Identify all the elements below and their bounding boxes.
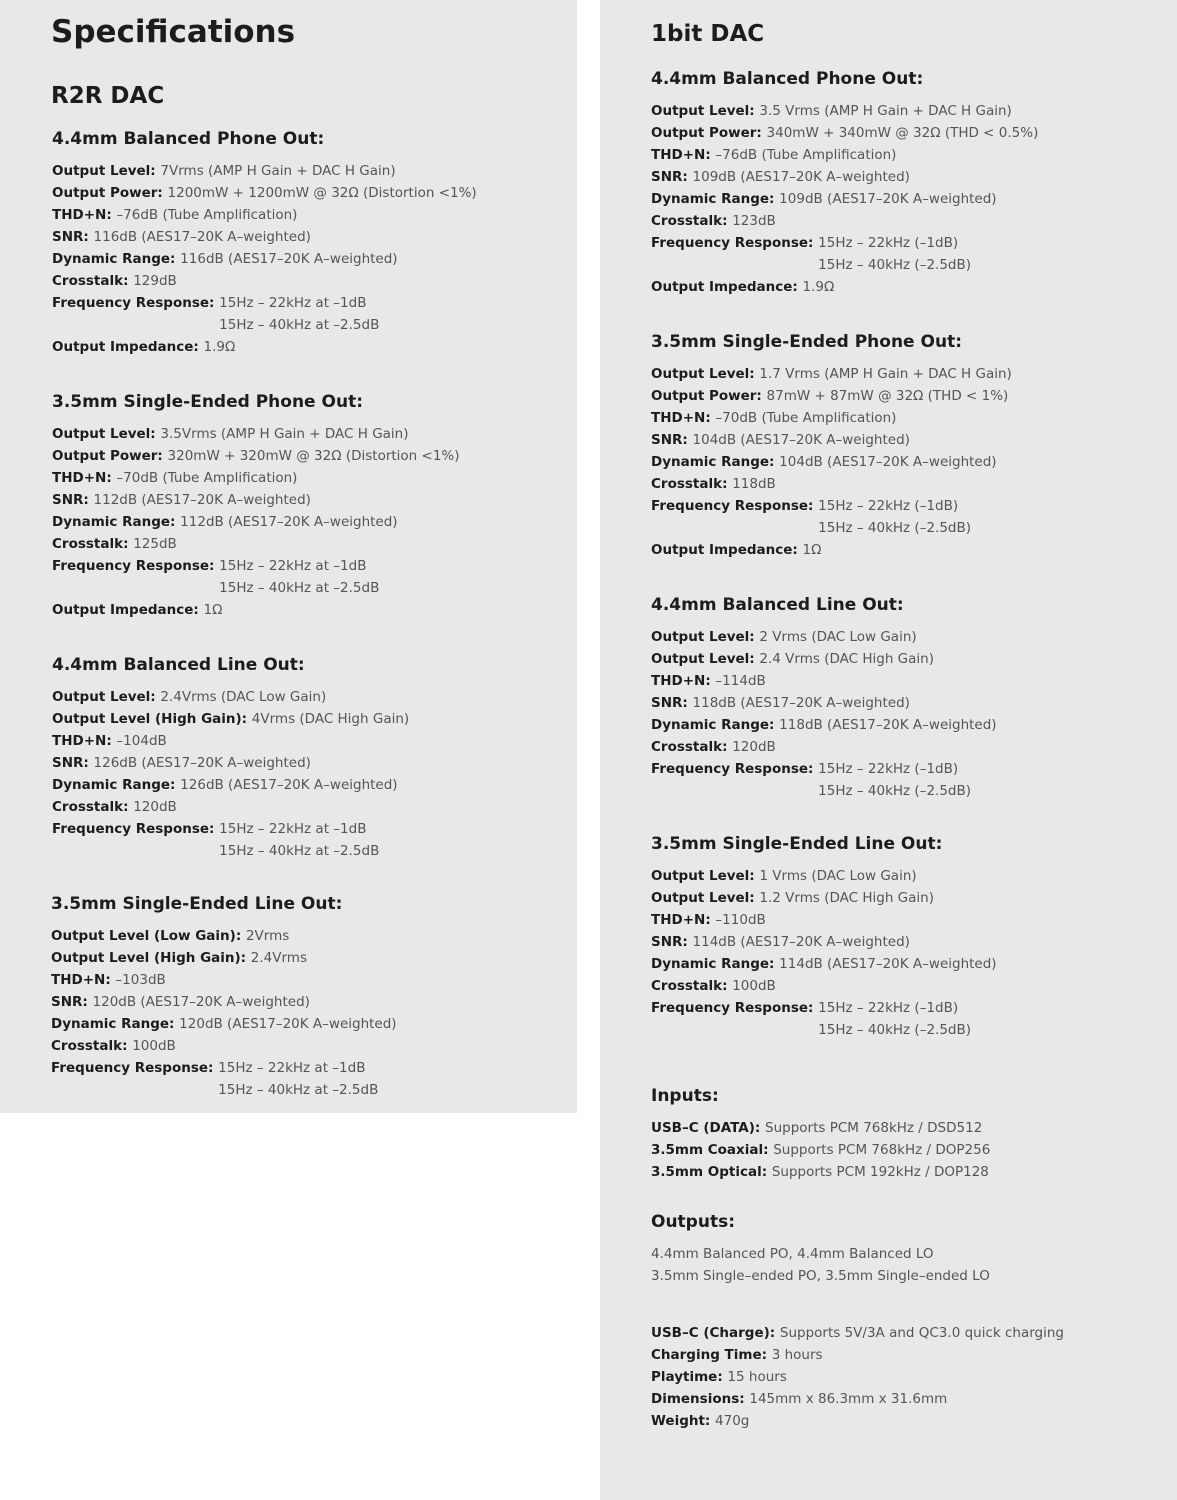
section-title: 3.5mm Single-Ended Line Out: <box>51 894 343 914</box>
spec-row <box>651 1265 1171 1287</box>
spec-value: 15Hz – 22kHz (–1dB) <box>818 761 959 777</box>
spec-label: Output Power: <box>651 388 767 404</box>
spec-value: 15Hz – 22kHz (–1dB) <box>818 235 959 251</box>
spec-row <box>52 270 572 292</box>
spec-value: 15Hz – 22kHz at –1dB <box>218 1060 366 1076</box>
spec-value: 4Vrms (DAC High Gain) <box>251 711 410 727</box>
spec-row <box>651 254 1171 276</box>
spec-value: –70dB (Tube Amplification) <box>715 410 897 426</box>
spec-row <box>51 991 571 1013</box>
spec-label: THD+N: <box>651 673 716 689</box>
spec-label: Crosstalk: <box>52 273 134 289</box>
spec-value: 3.5Vrms (AMP H Gain + DAC H Gain) <box>160 426 409 442</box>
spec-row <box>52 774 572 796</box>
spec-row <box>51 1035 571 1057</box>
spec-row <box>52 160 572 182</box>
spec-row <box>651 626 1171 648</box>
spec-row <box>52 555 572 577</box>
spec-row <box>651 385 1171 407</box>
spec-label: Dynamic Range: <box>52 251 181 267</box>
right-section-5 <box>651 1211 1171 1287</box>
spec-label: Frequency Response: <box>52 295 220 311</box>
spec-label: Frequency Response: <box>651 761 819 777</box>
spec-value: 120dB <box>133 799 177 815</box>
spec-value: –76dB (Tube Amplification) <box>116 207 298 223</box>
spec-row <box>651 232 1171 254</box>
left-section-2 <box>52 654 572 862</box>
spec-row <box>51 947 571 969</box>
spec-row <box>651 144 1171 166</box>
spec-row <box>651 975 1171 997</box>
spec-row <box>52 840 572 862</box>
spec-row <box>52 686 572 708</box>
spec-label: THD+N: <box>651 410 716 426</box>
spec-label: SNR: <box>651 432 693 448</box>
spec-value: 120dB (AES17–20K A–weighted) <box>92 994 310 1010</box>
spec-value: 120dB (AES17–20K A–weighted) <box>179 1016 397 1032</box>
page-title: Specifications <box>51 14 296 50</box>
spec-value: 100dB <box>732 978 776 994</box>
spec-row <box>52 248 572 270</box>
spec-value: 15Hz – 22kHz at –1dB <box>219 295 367 311</box>
section-title: 3.5mm Single-Ended Phone Out: <box>52 392 363 412</box>
spec-label: Crosstalk: <box>651 476 733 492</box>
spec-value: 15Hz – 40kHz at –2.5dB <box>218 1082 379 1098</box>
section-title: Inputs: <box>651 1086 719 1106</box>
spec-row <box>651 997 1171 1019</box>
spec-label: THD+N: <box>651 147 716 163</box>
spec-label: Frequency Response: <box>52 558 220 574</box>
spec-row <box>651 931 1171 953</box>
spec-row <box>51 925 571 947</box>
spec-row <box>651 1243 1171 1265</box>
spec-label: Dynamic Range: <box>51 1016 180 1032</box>
spec-row <box>651 692 1171 714</box>
spec-label: SNR: <box>52 492 94 508</box>
spec-row <box>651 1344 1171 1366</box>
section-title: 4.4mm Balanced Line Out: <box>52 655 305 675</box>
spec-value: 15Hz – 40kHz (–2.5dB) <box>818 1022 972 1038</box>
spec-value: 1Ω <box>802 542 822 558</box>
spec-value: 1.2 Vrms (DAC High Gain) <box>759 890 934 906</box>
spec-value: 129dB <box>133 273 177 289</box>
spec-value: –70dB (Tube Amplification) <box>116 470 298 486</box>
spec-label: SNR: <box>52 755 94 771</box>
1bit-dac-heading: 1bit DAC <box>651 21 765 47</box>
spec-value: Supports PCM 192kHz / DOP128 <box>771 1164 989 1180</box>
spec-row <box>52 599 572 621</box>
spec-label: Output Level: <box>651 890 760 906</box>
spec-row <box>51 1079 571 1101</box>
spec-row <box>52 818 572 840</box>
spec-label: THD+N: <box>52 207 117 223</box>
spec-label: Dynamic Range: <box>52 514 181 530</box>
spec-label: Output Impedance: <box>52 339 204 355</box>
spec-row <box>651 1117 1171 1139</box>
spec-value: 320mW + 320mW @ 32Ω (Distortion <1%) <box>167 448 460 464</box>
spec-value: 15Hz – 22kHz (–1dB) <box>818 1000 959 1016</box>
spec-row <box>651 188 1171 210</box>
spec-value: 2.4 Vrms (DAC High Gain) <box>759 651 934 667</box>
spec-label: Frequency Response: <box>51 1060 219 1076</box>
spec-row <box>651 648 1171 670</box>
spec-label: SNR: <box>52 229 94 245</box>
spec-value: 114dB (AES17–20K A–weighted) <box>779 956 997 972</box>
spec-label: Output Impedance: <box>651 279 803 295</box>
spec-label: Output Level: <box>52 163 161 179</box>
section-title: Outputs: <box>651 1212 735 1232</box>
spec-label: THD+N: <box>52 733 117 749</box>
spec-value: 1.9Ω <box>802 279 835 295</box>
spec-row <box>651 714 1171 736</box>
spec-row <box>52 314 572 336</box>
spec-value: –110dB <box>715 912 766 928</box>
spec-row <box>651 495 1171 517</box>
spec-row <box>52 533 572 555</box>
spec-row <box>52 577 572 599</box>
spec-value: 2 Vrms (DAC Low Gain) <box>759 629 917 645</box>
spec-label: Crosstalk: <box>52 799 134 815</box>
spec-label: Output Level: <box>651 629 760 645</box>
spec-value: 1200mW + 1200mW @ 32Ω (Distortion <1%) <box>167 185 477 201</box>
spec-row <box>651 909 1171 931</box>
right-section-4 <box>651 1085 1171 1183</box>
spec-label: Output Level (High Gain): <box>52 711 252 727</box>
spec-value: 109dB (AES17–20K A–weighted) <box>692 169 910 185</box>
spec-label: SNR: <box>51 994 93 1010</box>
spec-label: Frequency Response: <box>651 235 819 251</box>
spec-row <box>651 473 1171 495</box>
section-title: 4.4mm Balanced Phone Out: <box>651 69 924 89</box>
spec-label: Frequency Response: <box>651 498 819 514</box>
spec-row <box>52 511 572 533</box>
spec-label: Charging Time: <box>651 1347 772 1363</box>
spec-value: 145mm x 86.3mm x 31.6mm <box>749 1391 948 1407</box>
spec-value: 470g <box>715 1413 750 1429</box>
spec-row <box>52 730 572 752</box>
spec-value: 1.9Ω <box>203 339 236 355</box>
spec-value: 15Hz – 40kHz (–2.5dB) <box>818 257 972 273</box>
spec-value: 4.4mm Balanced PO, 4.4mm Balanced LO <box>651 1246 934 1262</box>
spec-value: 15Hz – 22kHz (–1dB) <box>818 498 959 514</box>
right-section-2 <box>651 594 1171 802</box>
spec-row <box>52 182 572 204</box>
spec-label: Dynamic Range: <box>651 454 780 470</box>
spec-value: 15Hz – 40kHz at –2.5dB <box>219 580 380 596</box>
r2r-dac-heading: R2R DAC <box>51 83 165 109</box>
spec-row <box>651 865 1171 887</box>
spec-value: 15Hz – 40kHz (–2.5dB) <box>818 783 972 799</box>
spec-row <box>651 407 1171 429</box>
right-section-3 <box>651 833 1171 1041</box>
spec-value: –103dB <box>115 972 166 988</box>
spec-row <box>52 796 572 818</box>
section-title: 4.4mm Balanced Phone Out: <box>52 129 325 149</box>
spec-row <box>651 1019 1171 1041</box>
spec-value: 1 Vrms (DAC Low Gain) <box>759 868 917 884</box>
spec-value: 15Hz – 22kHz at –1dB <box>219 558 367 574</box>
spec-label: Crosstalk: <box>51 1038 133 1054</box>
spec-row <box>651 736 1171 758</box>
spec-value: 2.4Vrms (DAC Low Gain) <box>160 689 327 705</box>
spec-value: 104dB (AES17–20K A–weighted) <box>779 454 997 470</box>
spec-value: 104dB (AES17–20K A–weighted) <box>692 432 910 448</box>
spec-value: 2Vrms <box>245 928 290 944</box>
spec-label: Output Impedance: <box>651 542 803 558</box>
spec-row <box>651 1366 1171 1388</box>
spec-label: Frequency Response: <box>651 1000 819 1016</box>
spec-row <box>52 708 572 730</box>
spec-label: Dimensions: <box>651 1391 750 1407</box>
spec-label: Output Power: <box>651 125 767 141</box>
spec-label: Output Level: <box>651 651 760 667</box>
spec-value: –104dB <box>116 733 167 749</box>
spec-label: Output Level: <box>651 103 760 119</box>
spec-row <box>52 752 572 774</box>
spec-row <box>651 670 1171 692</box>
spec-row <box>651 1388 1171 1410</box>
spec-value: 15Hz – 22kHz at –1dB <box>219 821 367 837</box>
spec-value: –114dB <box>715 673 766 689</box>
right-section-6 <box>651 1322 1171 1432</box>
spec-row <box>651 953 1171 975</box>
spec-row <box>651 1139 1171 1161</box>
spec-label: Output Level: <box>651 366 760 382</box>
spec-value: 340mW + 340mW @ 32Ω (THD < 0.5%) <box>766 125 1039 141</box>
spec-label: Dynamic Range: <box>651 956 780 972</box>
spec-label: THD+N: <box>52 470 117 486</box>
spec-value: 112dB (AES17–20K A–weighted) <box>93 492 311 508</box>
spec-row <box>52 226 572 248</box>
spec-value: 123dB <box>732 213 776 229</box>
spec-value: –76dB (Tube Amplification) <box>715 147 897 163</box>
spec-value: Supports PCM 768kHz / DSD512 <box>765 1120 983 1136</box>
spec-value: 126dB (AES17–20K A–weighted) <box>93 755 311 771</box>
spec-value: 118dB <box>732 476 776 492</box>
spec-label: Output Level: <box>651 868 760 884</box>
spec-value: 15 hours <box>727 1369 787 1385</box>
spec-label: 3.5mm Coaxial: <box>651 1142 774 1158</box>
spec-label: SNR: <box>651 169 693 185</box>
left-section-0 <box>52 128 572 358</box>
spec-value: 126dB (AES17–20K A–weighted) <box>180 777 398 793</box>
spec-label: Output Level (Low Gain): <box>51 928 246 944</box>
spec-row <box>651 122 1171 144</box>
section-title: 4.4mm Balanced Line Out: <box>651 595 904 615</box>
spec-value: 15Hz – 40kHz (–2.5dB) <box>818 520 972 536</box>
spec-row <box>52 445 572 467</box>
spec-label: Crosstalk: <box>52 536 134 552</box>
spec-value: 125dB <box>133 536 177 552</box>
right-section-1 <box>651 331 1171 561</box>
spec-row <box>651 539 1171 561</box>
spec-row <box>651 780 1171 802</box>
spec-value: 118dB (AES17–20K A–weighted) <box>692 695 910 711</box>
spec-value: Supports PCM 768kHz / DOP256 <box>773 1142 991 1158</box>
spec-value: 116dB (AES17–20K A–weighted) <box>93 229 311 245</box>
spec-row <box>51 969 571 991</box>
spec-row <box>651 363 1171 385</box>
spec-label: Output Power: <box>52 448 168 464</box>
spec-row <box>651 451 1171 473</box>
spec-label: THD+N: <box>51 972 116 988</box>
spec-value: 100dB <box>132 1038 176 1054</box>
spec-label: Output Level: <box>52 426 161 442</box>
spec-row <box>651 429 1171 451</box>
spec-row <box>651 758 1171 780</box>
spec-label: Crosstalk: <box>651 978 733 994</box>
spec-row <box>52 423 572 445</box>
spec-label: Crosstalk: <box>651 213 733 229</box>
spec-label: Output Level (High Gain): <box>51 950 251 966</box>
spec-label: USB–C (Charge): <box>651 1325 780 1341</box>
spec-label: Dynamic Range: <box>52 777 181 793</box>
spec-row <box>651 887 1171 909</box>
spec-row <box>52 204 572 226</box>
spec-value: 87mW + 87mW @ 32Ω (THD < 1%) <box>766 388 1009 404</box>
spec-value: 118dB (AES17–20K A–weighted) <box>779 717 997 733</box>
spec-row <box>651 276 1171 298</box>
spec-value: 1Ω <box>203 602 223 618</box>
spec-value: 112dB (AES17–20K A–weighted) <box>180 514 398 530</box>
spec-value: 3.5mm Single–ended PO, 3.5mm Single–ended LO <box>651 1268 990 1284</box>
right-section-0 <box>651 68 1171 298</box>
spec-row <box>51 1057 571 1079</box>
spec-label: Playtime: <box>651 1369 728 1385</box>
spec-label: USB–C (DATA): <box>651 1120 765 1136</box>
spec-row <box>52 489 572 511</box>
section-title: 3.5mm Single-Ended Line Out: <box>651 834 943 854</box>
spec-label: THD+N: <box>651 912 716 928</box>
spec-label: 3.5mm Optical: <box>651 1164 772 1180</box>
spec-label: SNR: <box>651 934 693 950</box>
spec-row <box>51 1013 571 1035</box>
spec-row <box>651 1410 1171 1432</box>
spec-row <box>52 292 572 314</box>
spec-value: Supports 5V/3A and QC3.0 quick charging <box>779 1325 1064 1341</box>
spec-value: 7Vrms (AMP H Gain + DAC H Gain) <box>160 163 396 179</box>
spec-row <box>52 467 572 489</box>
spec-row <box>651 166 1171 188</box>
spec-value: 1.7 Vrms (AMP H Gain + DAC H Gain) <box>759 366 1012 382</box>
spec-label: Output Level: <box>52 689 161 705</box>
spec-value: 2.4Vrms <box>250 950 307 966</box>
spec-value: 120dB <box>732 739 776 755</box>
spec-label: Dynamic Range: <box>651 717 780 733</box>
spec-label: Frequency Response: <box>52 821 220 837</box>
spec-value: 109dB (AES17–20K A–weighted) <box>779 191 997 207</box>
spec-value: 114dB (AES17–20K A–weighted) <box>692 934 910 950</box>
spec-row <box>651 100 1171 122</box>
spec-value: 3.5 Vrms (AMP H Gain + DAC H Gain) <box>759 103 1012 119</box>
spec-row <box>52 336 572 358</box>
left-section-3 <box>51 893 571 1101</box>
spec-value: 15Hz – 40kHz at –2.5dB <box>219 843 380 859</box>
spec-row <box>651 1322 1171 1344</box>
spec-row <box>651 210 1171 232</box>
spec-label: SNR: <box>651 695 693 711</box>
left-section-1 <box>52 391 572 621</box>
spec-value: 116dB (AES17–20K A–weighted) <box>180 251 398 267</box>
spec-label: Crosstalk: <box>651 739 733 755</box>
spec-value: 3 hours <box>771 1347 823 1363</box>
spec-value: 15Hz – 40kHz at –2.5dB <box>219 317 380 333</box>
spec-row <box>651 1161 1171 1183</box>
section-title: 3.5mm Single-Ended Phone Out: <box>651 332 962 352</box>
spec-row <box>651 517 1171 539</box>
spec-label: Dynamic Range: <box>651 191 780 207</box>
spec-label: Output Power: <box>52 185 168 201</box>
spec-label: Output Impedance: <box>52 602 204 618</box>
spec-label: Weight: <box>651 1413 716 1429</box>
